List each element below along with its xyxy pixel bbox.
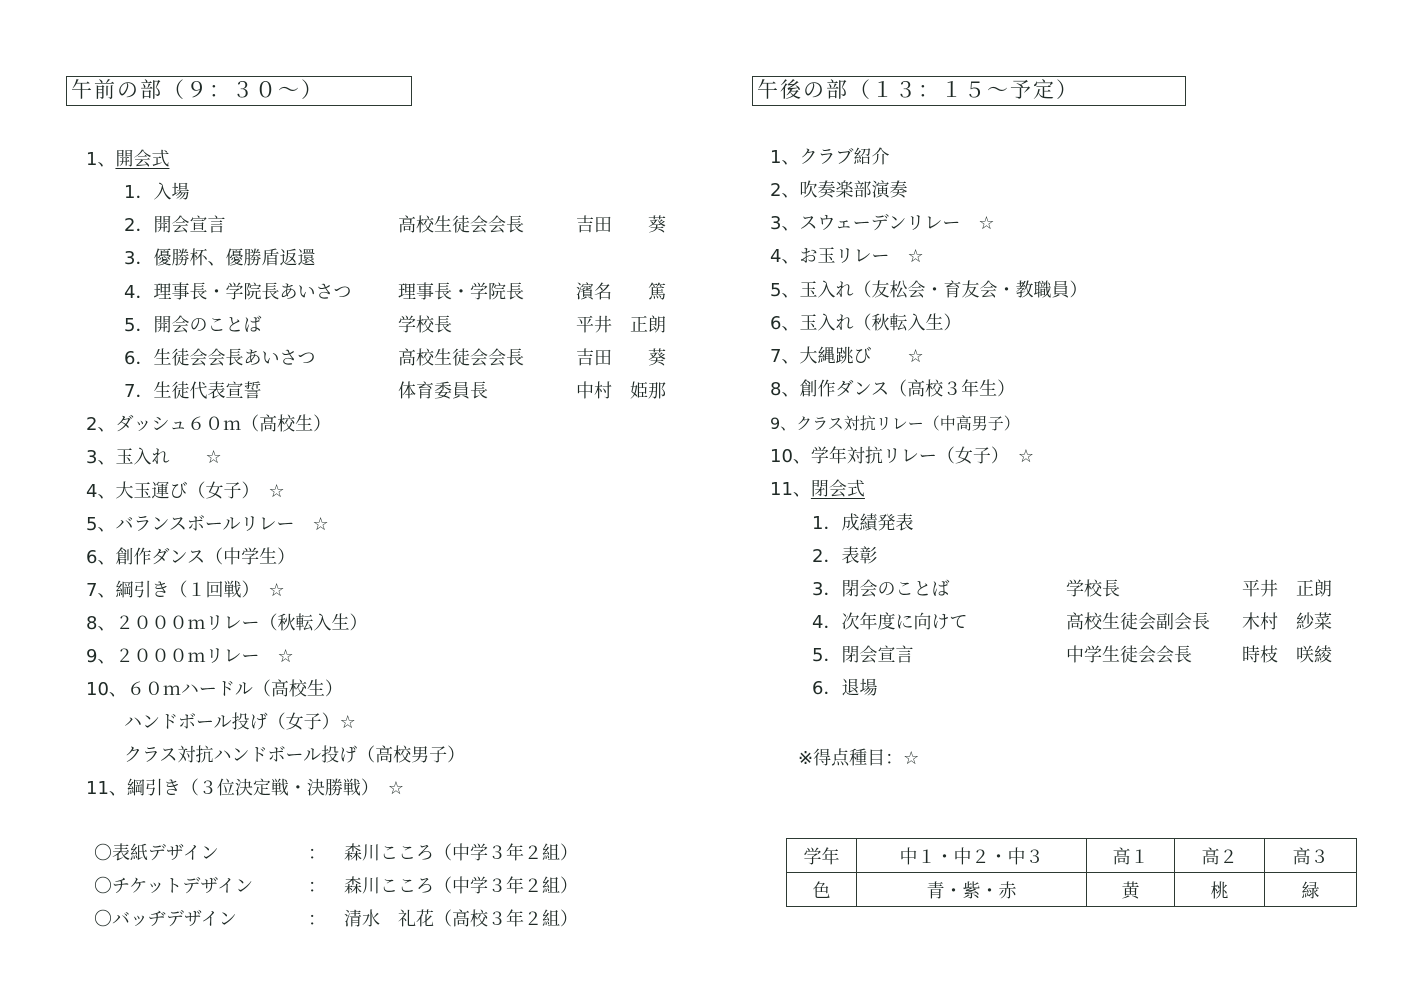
list-item: 7、綱引き（１回戦） ☆ — [86, 580, 285, 601]
list-item — [812, 611, 1332, 635]
list-item — [124, 347, 666, 371]
item-label: 2．開会宣言 — [124, 215, 226, 236]
list-item — [124, 281, 666, 305]
table-cell: 桃 — [1175, 873, 1265, 907]
credit-label: 〇チケットデザイン — [94, 876, 254, 897]
item-role: 理事長・学院長 — [398, 282, 524, 303]
item-role: 高校生徒会会長 — [398, 215, 524, 236]
design-credits — [94, 842, 634, 942]
table-cell: 色 — [787, 873, 857, 907]
table-row — [787, 873, 1357, 907]
table-cell: 緑 — [1265, 873, 1357, 907]
list-item: 3．優勝杯、優勝盾返還 — [124, 248, 316, 269]
table-header-cell: 高３ — [1265, 839, 1357, 873]
list-item: 1．入場 — [124, 182, 190, 203]
item-person: 木村 紗菜 — [1242, 612, 1332, 633]
opening-ceremony-heading: 1、開会式 — [86, 149, 170, 170]
morning-section-title: 午前の部（９：３０～） — [66, 76, 412, 106]
table-cell: 黄 — [1087, 873, 1175, 907]
morning-program-list — [86, 146, 706, 816]
item-role: 体育委員長 — [398, 381, 488, 402]
afternoon-program-list — [770, 146, 1380, 706]
list-item: ハンドボール投げ（女子）☆ — [124, 712, 356, 733]
credit-label: 〇表紙デザイン — [94, 843, 219, 864]
list-item — [812, 578, 1332, 602]
list-item: 8、２０００ｍリレー（秋転入生） — [86, 613, 368, 634]
list-item: 6、創作ダンス（中学生） — [86, 547, 296, 568]
list-item: 2、吹奏楽部演奏 — [770, 180, 908, 201]
item-label: 6．生徒会会長あいさつ — [124, 348, 316, 369]
scoring-note: ※得点種目：☆ — [798, 748, 920, 769]
credit-row — [94, 875, 578, 899]
credit-separator: ： — [308, 843, 326, 864]
item-label: 4．次年度に向けて — [812, 612, 968, 633]
list-item: 10、６０ｍハードル（高校生） — [86, 679, 343, 700]
list-item: 4、大玉運び（女子） ☆ — [86, 481, 285, 502]
list-item: 2．表彰 — [812, 546, 878, 567]
item-person: 中村 姫那 — [576, 381, 666, 402]
item-label: 4．理事長・学院長あいさつ — [124, 282, 352, 303]
credit-value: 清水 礼花（高校３年２組） — [344, 909, 578, 930]
item-label: 3．閉会のことば — [812, 579, 950, 600]
table-cell: 青・紫・赤 — [857, 873, 1087, 907]
table-row — [787, 839, 1357, 873]
list-item — [124, 214, 666, 238]
closing-ceremony-heading: 11、閉会式 — [770, 479, 865, 500]
list-item — [124, 380, 666, 404]
list-item: 5、玉入れ（友松会・育友会・教職員） — [770, 280, 1088, 301]
list-item: クラス対抗ハンドボール投げ（高校男子） — [124, 745, 466, 766]
item-label: 5．閉会宣言 — [812, 645, 914, 666]
credit-label: 〇バッヂデザイン — [94, 909, 237, 930]
list-item: 3、スウェーデンリレー ☆ — [770, 213, 995, 234]
item-label: 5．開会のことば — [124, 315, 262, 336]
heading-underlined-text: 閉会式 — [810, 479, 865, 500]
item-person: 時枝 咲綾 — [1242, 645, 1332, 666]
list-item: 3、玉入れ ☆ — [86, 447, 222, 468]
item-person: 平井 正朗 — [576, 315, 666, 336]
list-item: 11、綱引き（３位決定戦・決勝戦） ☆ — [86, 778, 405, 799]
list-item: 5、バランスボールリレー ☆ — [86, 514, 329, 535]
item-role: 高校生徒会会長 — [398, 348, 524, 369]
list-item: 8、創作ダンス（高校３年生） — [770, 379, 1016, 400]
item-role: 中学生徒会会長 — [1066, 645, 1192, 666]
item-person: 吉田 葵 — [576, 348, 666, 369]
credit-separator: ： — [308, 909, 326, 930]
list-item — [86, 148, 169, 172]
list-item: 10、学年対抗リレー（女子） ☆ — [770, 446, 1035, 467]
table-header-cell: 学年 — [787, 839, 857, 873]
list-item — [770, 478, 865, 502]
list-item: 7、大縄跳び ☆ — [770, 346, 924, 367]
list-item: 6、玉入れ（秋転入生） — [770, 313, 962, 334]
credit-value: 森川こころ（中学３年２組） — [344, 843, 578, 864]
list-item: 2、ダッシュ６０ｍ（高校生） — [86, 414, 332, 435]
table-header-cell: 高２ — [1175, 839, 1265, 873]
table-header-cell: 高１ — [1087, 839, 1175, 873]
list-item — [124, 314, 666, 338]
item-label: 7．生徒代表宣誓 — [124, 381, 262, 402]
item-person: 濱名 篤 — [576, 282, 666, 303]
heading-underlined-text: 開会式 — [115, 149, 170, 170]
credit-row — [94, 842, 578, 866]
item-role: 学校長 — [1066, 579, 1120, 600]
list-item: 6．退場 — [812, 678, 878, 699]
list-item: 9、２０００ｍリレー ☆ — [86, 646, 294, 667]
list-item — [812, 644, 1332, 668]
credit-value: 森川こころ（中学３年２組） — [344, 876, 578, 897]
credit-separator: ： — [308, 876, 326, 897]
credit-row — [94, 908, 578, 932]
item-role: 学校長 — [398, 315, 452, 336]
table-header-cell: 中１・中２・中３ — [857, 839, 1087, 873]
item-role: 高校生徒会副会長 — [1066, 612, 1210, 633]
list-item: 9、クラス対抗リレー（中高男子） — [770, 414, 1020, 433]
list-item: 1、クラブ紹介 — [770, 147, 890, 168]
list-item: 4、お玉リレー ☆ — [770, 246, 924, 267]
afternoon-section-title: 午後の部（１３：１５～予定） — [752, 76, 1186, 106]
item-person: 吉田 葵 — [576, 215, 666, 236]
team-color-table — [786, 838, 1357, 907]
list-item: 1．成績発表 — [812, 513, 914, 534]
item-person: 平井 正朗 — [1242, 579, 1332, 600]
